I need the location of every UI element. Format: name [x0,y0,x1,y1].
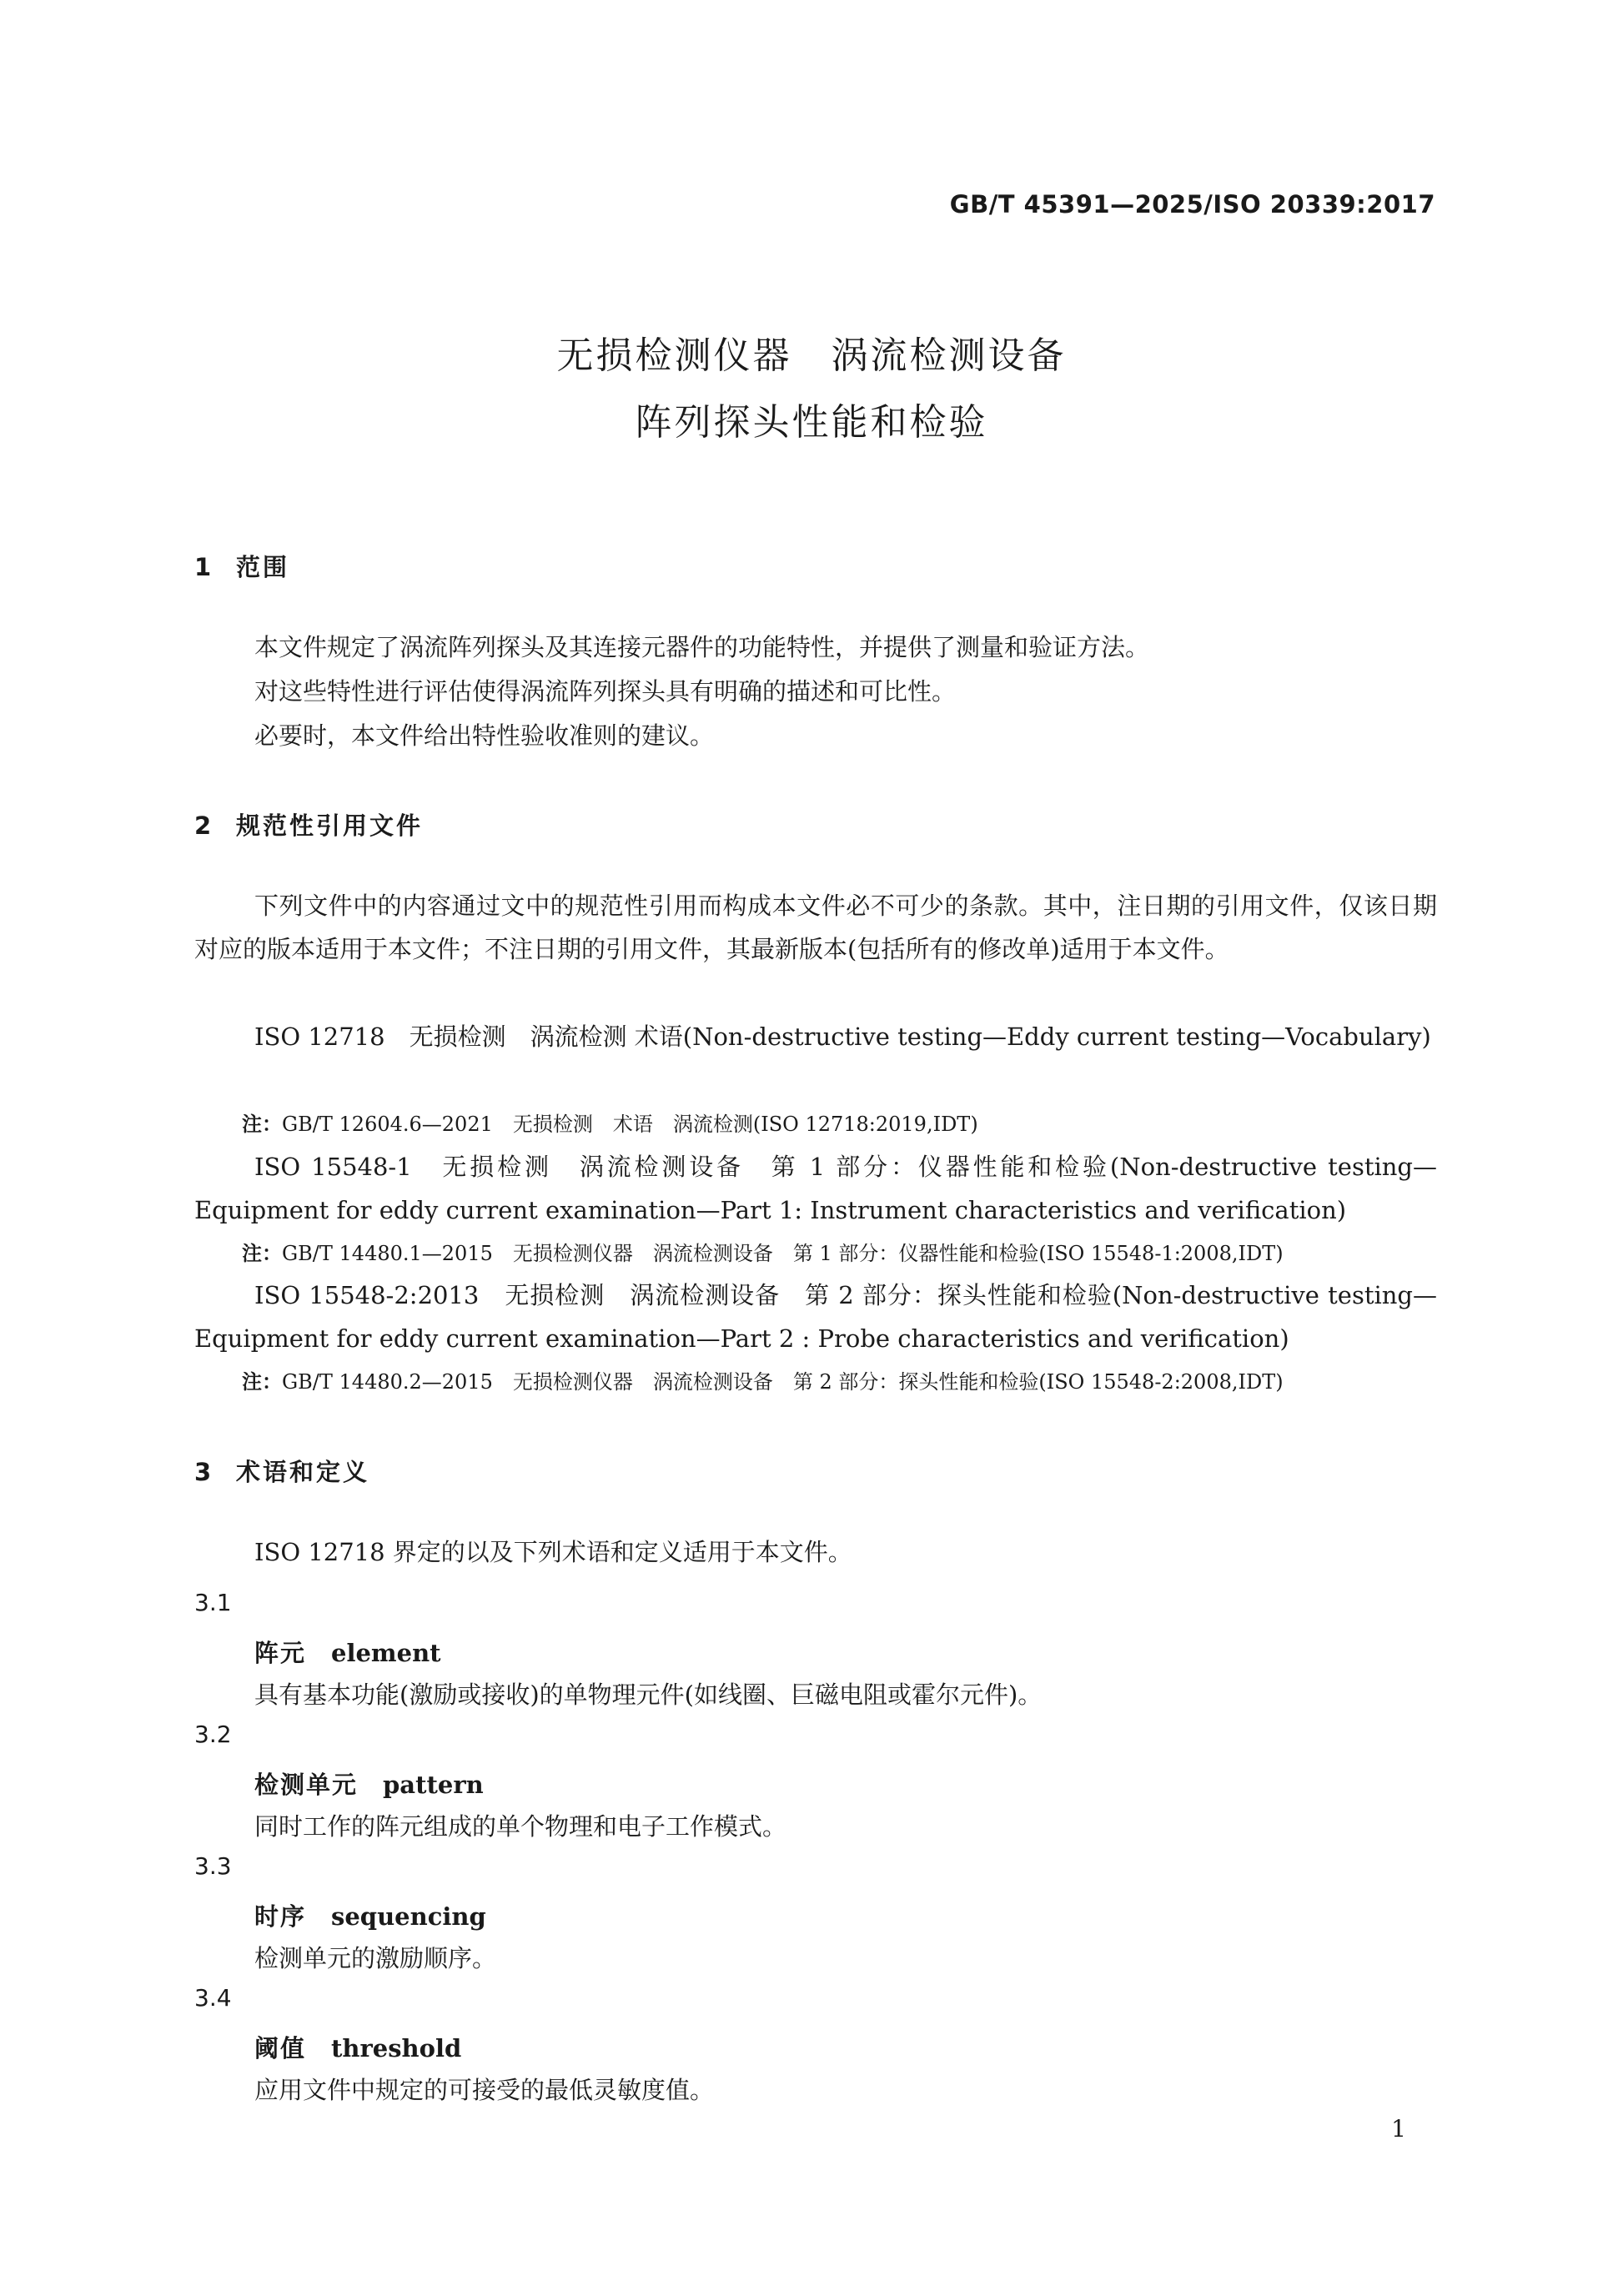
term-entry [254,1766,484,1801]
term-definition: 应用文件中规定的可接受的最低灵敏度值。 [254,2076,715,2104]
paragraph: 本文件规定了涡流阵列探头及其连接元器件的功能特性，并提供了测量和验证方法。 [254,633,1150,661]
reference-entry: ISO 15548-1 无损检测 涡流检测设备 第 1 部分：仪器性能和检验(Non-destructive testing—Equipment for eddy current examination—Part 1: Instrument characteristics and verification) [194,1153,1437,1225]
term-entry [254,1635,441,1669]
term-number: 3.4 [194,1984,232,2012]
reference-note [242,1365,1284,1394]
term-chinese: 时序 [254,1902,307,1931]
section-title: 范围 [236,553,290,581]
section-heading-normative-references [194,807,423,842]
reference-note [242,1108,978,1137]
paragraph: ISO 12718 界定的以及下列术语和定义适用于本文件。 [254,1538,852,1566]
standard-code: GB/T 45391—2025/ISO 20339:2017 [949,190,1435,219]
term-definition: 检测单元的激励顺序。 [254,1944,497,1972]
section-title: 规范性引用文件 [236,811,424,840]
term-english: element [331,1639,441,1667]
section-title: 术语和定义 [236,1458,370,1486]
note-text: GB/T 14480.1—2015 无损检测仪器 涡流检测设备 第 1 部分：仪器性能和检验(ISO 15548-1:2008,IDT) [282,1242,1284,1265]
section-heading-terms-definitions [194,1454,369,1488]
reference-entry: ISO 15548-2:2013 无损检测 涡流检测设备 第 2 部分：探头性能和检验(Non-destructive testing—Equipment for eddy current examination—Part 2 : Probe characteristics and verification) [194,1281,1437,1354]
section-number: 2 [194,811,212,840]
term-english: threshold [331,2034,462,2062]
page-number: 1 [1391,2115,1406,2143]
term-number: 3.3 [194,1852,232,1880]
term-english: sequencing [331,1902,486,1931]
term-entry [254,1898,486,1932]
section-number: 1 [194,553,212,581]
section-number: 3 [194,1458,212,1486]
document-title-line1: 无损检测仪器 涡流检测设备 [556,334,1067,377]
term-chinese: 检测单元 [254,1771,359,1799]
paragraph: 下列文件中的内容通过文中的规范性引用而构成本文件必不可少的条款。其中，注日期的引用文件，仅该日期对应的版本适用于本文件；不注日期的引用文件，其最新版本(包括所有的修改单)适用于本文件。 [194,892,1437,964]
term-number: 3.1 [194,1589,232,1616]
note-label: 注： [242,1242,282,1265]
note-text: GB/T 12604.6—2021 无损检测 术语 涡流检测(ISO 12718:2019,IDT) [282,1113,978,1136]
term-chinese: 阵元 [254,1639,307,1667]
paragraph: 必要时，本文件给出特性验收准则的建议。 [254,721,715,750]
note-label: 注： [242,1370,282,1394]
document-title-line2: 阵列探头性能和检验 [635,401,988,444]
note-text: GB/T 14480.2—2015 无损检测仪器 涡流检测设备 第 2 部分：探头性能和检验(ISO 15548-2:2008,IDT) [282,1370,1284,1394]
reference-entry: ISO 12718 无损检测 涡流检测 术语(Non-destructive testing—Eddy current testing—Vocabulary) [254,1022,1431,1051]
term-definition: 同时工作的阵元组成的单个物理和电子工作模式。 [254,1812,787,1841]
reference-note [242,1237,1284,1266]
term-number: 3.2 [194,1721,232,1748]
term-english: pattern [383,1771,484,1799]
term-chinese: 阈值 [254,2034,307,2062]
term-entry [254,2030,461,2064]
note-label: 注： [242,1113,282,1136]
term-definition: 具有基本功能(激励或接收)的单物理元件(如线圈、巨磁电阻或霍尔元件)。 [254,1681,1043,1709]
section-heading-scope [194,549,289,583]
paragraph: 对这些特性进行评估使得涡流阵列探头具有明确的描述和可比性。 [254,677,957,706]
